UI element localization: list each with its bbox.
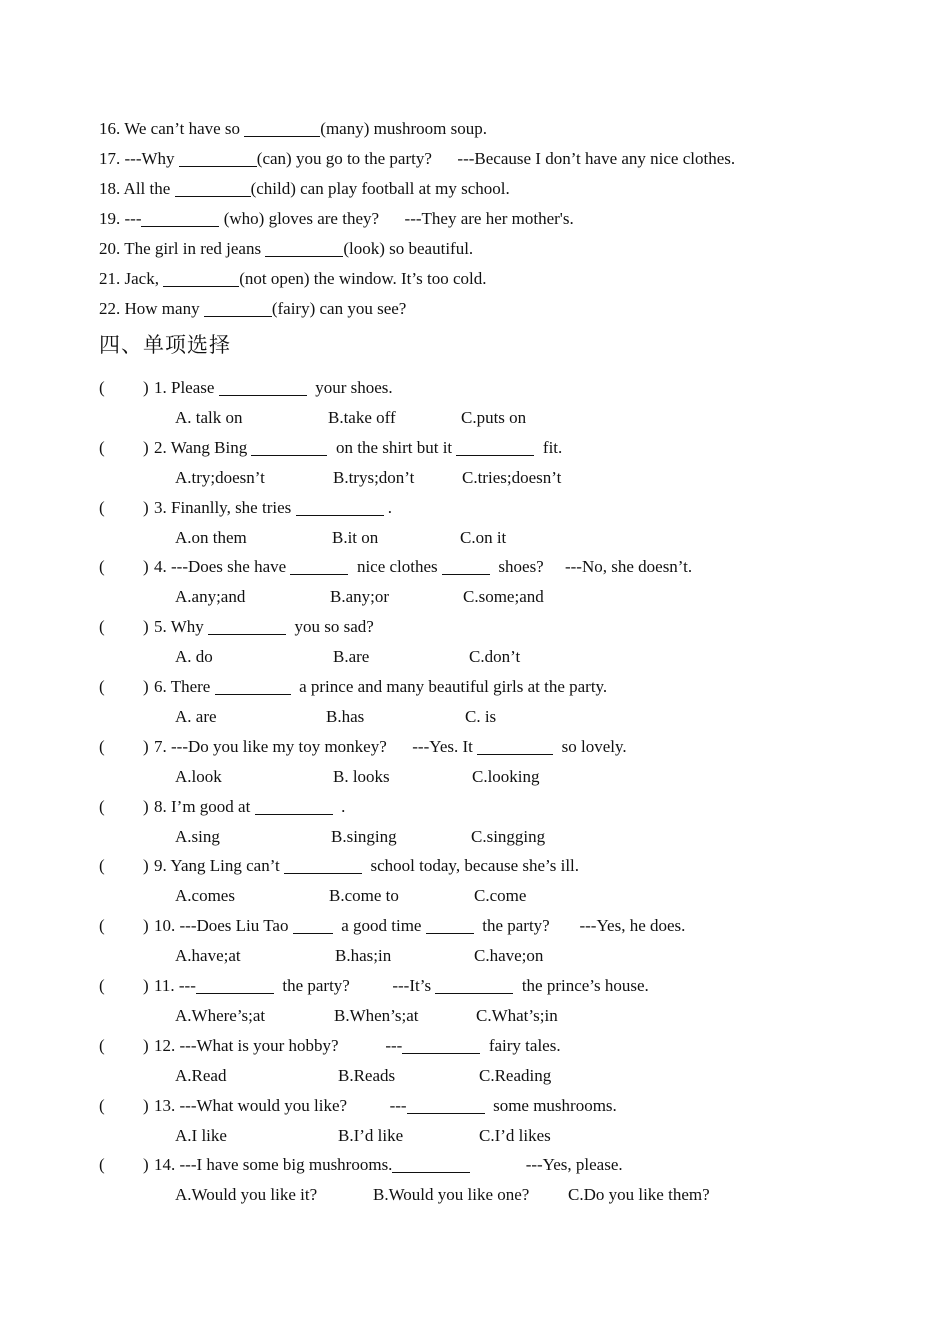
- question-text-part: 3. Finanlly, she tries: [154, 498, 296, 517]
- options-row: [0, 946, 950, 966]
- question-row: [0, 677, 950, 697]
- answer-option[interactable]: B.any;or: [330, 587, 390, 606]
- answer-paren-open[interactable]: (: [99, 916, 105, 935]
- fill-in-text: (not open) the window. It’s too cold.: [239, 269, 487, 288]
- answer-blank[interactable]: [392, 1156, 470, 1173]
- question-text-part: you so sad?: [290, 617, 374, 636]
- question-row: [0, 976, 950, 996]
- fill-in-text: 20. The girl in red jeans: [99, 239, 266, 258]
- fill-in-item: [99, 209, 574, 229]
- question-text-part: 10. ---Does Liu Tao: [154, 916, 293, 935]
- answer-option[interactable]: A.on them: [175, 528, 247, 547]
- options-row: [0, 886, 950, 906]
- answer-option[interactable]: C.I’d likes: [479, 1126, 551, 1145]
- answer-blank[interactable]: [456, 439, 534, 456]
- answer-option[interactable]: C.Do you like them?: [568, 1185, 710, 1204]
- answer-option[interactable]: A.I like: [175, 1126, 227, 1145]
- answer-option[interactable]: A.Would you like it?: [175, 1185, 318, 1204]
- options-row: [0, 1185, 950, 1205]
- answer-blank[interactable]: [215, 678, 291, 695]
- question-text-part: 13. ---What would you like? ---: [154, 1096, 407, 1115]
- answer-option[interactable]: C.don’t: [469, 647, 521, 666]
- answer-option[interactable]: C.Reading: [479, 1066, 552, 1085]
- answer-option[interactable]: A.Read: [175, 1066, 227, 1085]
- fill-in-text: 17. ---Why: [99, 149, 179, 168]
- answer-paren-open[interactable]: (: [99, 498, 105, 517]
- options-row: [0, 528, 950, 548]
- question-text: [154, 557, 692, 577]
- question-text: [154, 498, 392, 518]
- question-text-part: 12. ---What is your hobby? ---: [154, 1036, 403, 1055]
- answer-option[interactable]: B.has;in: [335, 946, 392, 965]
- options-row: [0, 767, 950, 787]
- question-text: [154, 1096, 617, 1116]
- fill-in-item: [99, 119, 487, 139]
- question-row: [0, 557, 950, 577]
- answer-option[interactable]: B.come to: [329, 886, 399, 905]
- question-text-part: a good time: [336, 916, 426, 935]
- answer-blank[interactable]: [163, 270, 239, 287]
- answer-paren-close: ): [143, 1155, 149, 1174]
- question-row: [0, 438, 950, 458]
- question-text: [154, 1155, 623, 1175]
- answer-option[interactable]: B.it on: [332, 528, 379, 547]
- answer-option[interactable]: A. are: [175, 707, 217, 726]
- answer-blank[interactable]: [179, 150, 257, 167]
- answer-paren-close: ): [143, 438, 149, 457]
- question-row: [0, 737, 950, 757]
- section-heading: 四、单项选择: [99, 333, 231, 357]
- fill-in-text: (who) gloves are they? ---They are her mother's.: [219, 209, 574, 228]
- question-text-part: fairy tales.: [484, 1036, 561, 1055]
- answer-option[interactable]: C.on it: [460, 528, 507, 547]
- options-row: [0, 647, 950, 667]
- question-text-part: so lovely.: [557, 737, 627, 756]
- question-text-part: fit.: [538, 438, 563, 457]
- question-row: [0, 797, 950, 817]
- question-text: [154, 438, 562, 458]
- question-text-part: the party? ---Yes, he does.: [477, 916, 686, 935]
- question-text: [154, 856, 579, 876]
- question-text-part: on the shirt but it: [331, 438, 457, 457]
- question-text-part: 4. ---Does she have: [154, 557, 291, 576]
- answer-option[interactable]: C.puts on: [461, 408, 527, 427]
- answer-option[interactable]: A. talk on: [175, 408, 243, 427]
- answer-option[interactable]: B.has: [326, 707, 365, 726]
- question-row: [0, 378, 950, 398]
- question-text-part: shoes? ---No, she doesn’t.: [494, 557, 693, 576]
- answer-blank[interactable]: [196, 977, 274, 994]
- answer-option[interactable]: C. is: [465, 707, 497, 726]
- answer-paren-open[interactable]: (: [99, 797, 105, 816]
- question-text: [154, 677, 607, 697]
- fill-in-item: [99, 149, 735, 169]
- answer-option[interactable]: B.take off: [328, 408, 396, 427]
- answer-option[interactable]: B.Reads: [338, 1066, 396, 1085]
- answer-blank[interactable]: [293, 917, 333, 934]
- answer-option[interactable]: A.try;doesn’t: [175, 468, 265, 487]
- options-row: [0, 468, 950, 488]
- answer-option[interactable]: B. looks: [333, 767, 390, 786]
- answer-option[interactable]: A.any;and: [175, 587, 246, 606]
- answer-paren-open[interactable]: (: [99, 1155, 105, 1174]
- fill-in-text: 19. ---: [99, 209, 142, 228]
- fill-in-text: 22. How many: [99, 299, 204, 318]
- answer-blank[interactable]: [477, 738, 553, 755]
- answer-option[interactable]: A. do: [175, 647, 213, 666]
- answer-blank[interactable]: [435, 977, 513, 994]
- options-row: [0, 408, 950, 428]
- question-text-part: 14. ---I have some big mushrooms.: [154, 1155, 393, 1174]
- options-row: [0, 1126, 950, 1146]
- answer-blank[interactable]: [219, 379, 307, 396]
- answer-option[interactable]: C.some;and: [463, 587, 544, 606]
- question-text-part: .: [336, 797, 346, 816]
- question-text: [154, 797, 345, 817]
- answer-paren-close: ): [143, 737, 149, 756]
- question-row: [0, 916, 950, 936]
- answer-option[interactable]: A.comes: [175, 886, 235, 905]
- question-text: [154, 916, 685, 936]
- answer-paren-close: ): [143, 617, 149, 636]
- answer-paren-close: ): [143, 916, 149, 935]
- options-row: [0, 587, 950, 607]
- question-row: [0, 617, 950, 637]
- fill-in-text: (child) can play football at my school.: [250, 179, 510, 198]
- answer-option[interactable]: C.singging: [471, 827, 546, 846]
- question-text-part: 5. Why: [154, 617, 208, 636]
- fill-in-text: (look) so beautiful.: [343, 239, 474, 258]
- answer-paren-open[interactable]: (: [99, 737, 105, 756]
- question-text-part: 6. There: [154, 677, 215, 696]
- answer-blank[interactable]: [141, 210, 219, 227]
- question-text: [154, 976, 649, 996]
- answer-option[interactable]: A.have;at: [175, 946, 241, 965]
- question-text-part: 2. Wang Bing: [154, 438, 252, 457]
- answer-paren-open[interactable]: (: [99, 438, 105, 457]
- fill-in-item: [99, 269, 486, 289]
- question-text-part: some mushrooms.: [488, 1096, 617, 1115]
- question-text: [154, 1036, 561, 1056]
- question-text: [154, 378, 393, 398]
- answer-paren-close: ): [143, 378, 149, 397]
- question-text-part: a prince and many beautiful girls at the party.: [294, 677, 608, 696]
- answer-paren-close: ): [143, 557, 149, 576]
- answer-option[interactable]: B.When’s;at: [334, 1006, 419, 1025]
- answer-blank[interactable]: [255, 798, 333, 815]
- question-text-part: 11. ---: [154, 976, 196, 995]
- question-row: [0, 498, 950, 518]
- question-text: [154, 737, 627, 757]
- answer-option[interactable]: C.have;on: [474, 946, 544, 965]
- answer-paren-open[interactable]: (: [99, 378, 105, 397]
- options-row: [0, 827, 950, 847]
- fill-in-item: [99, 239, 473, 259]
- options-row: [0, 1066, 950, 1086]
- question-text-part: ---Yes, please.: [474, 1155, 623, 1174]
- answer-blank[interactable]: [296, 499, 384, 516]
- question-text-part: .: [387, 498, 392, 517]
- fill-in-item: [99, 179, 510, 199]
- question-text-part: nice clothes: [352, 557, 442, 576]
- answer-paren-close: ): [143, 976, 149, 995]
- answer-blank[interactable]: [244, 120, 320, 137]
- answer-blank[interactable]: [251, 439, 327, 456]
- fill-in-item: [99, 299, 406, 319]
- answer-blank[interactable]: [426, 917, 474, 934]
- answer-option[interactable]: C.What’s;in: [476, 1006, 558, 1025]
- answer-option[interactable]: B.trys;don’t: [333, 468, 415, 487]
- fill-in-text: 16. We can’t have so: [99, 119, 245, 138]
- fill-in-text: (fairy) can you see?: [271, 299, 407, 318]
- answer-blank[interactable]: [290, 558, 348, 575]
- answer-option[interactable]: A.Where’s;at: [175, 1006, 266, 1025]
- fill-in-text: 21. Jack,: [99, 269, 164, 288]
- answer-paren-open[interactable]: (: [99, 617, 105, 636]
- answer-blank[interactable]: [407, 1097, 485, 1114]
- answer-option[interactable]: B.Would you like one?: [373, 1185, 530, 1204]
- fill-in-text: 18. All the: [99, 179, 175, 198]
- question-text-part: 1. Please: [154, 378, 219, 397]
- answer-paren-open[interactable]: (: [99, 557, 105, 576]
- answer-option[interactable]: C.tries;doesn’t: [462, 468, 562, 487]
- question-text-part: 8. I’m good at: [154, 797, 255, 816]
- question-text-part: the prince’s house.: [517, 976, 649, 995]
- question-row: [0, 1096, 950, 1116]
- answer-paren-close: ): [143, 498, 149, 517]
- fill-in-text: (many) mushroom soup.: [320, 119, 487, 138]
- answer-paren-close: ): [143, 1096, 149, 1115]
- answer-option[interactable]: C.looking: [472, 767, 540, 786]
- question-row: [0, 1155, 950, 1175]
- answer-option[interactable]: B.are: [333, 647, 370, 666]
- question-row: [0, 1036, 950, 1056]
- answer-paren-close: ): [143, 677, 149, 696]
- answer-blank[interactable]: [442, 558, 490, 575]
- answer-paren-open[interactable]: (: [99, 1096, 105, 1115]
- answer-paren-open[interactable]: (: [99, 856, 105, 875]
- answer-blank[interactable]: [265, 240, 343, 257]
- answer-option[interactable]: A.sing: [175, 827, 220, 846]
- question-text-part: school today, because she’s ill.: [366, 856, 580, 875]
- answer-paren-close: ): [143, 1036, 149, 1055]
- options-row: [0, 1006, 950, 1026]
- answer-option[interactable]: C.come: [474, 886, 527, 905]
- answer-option[interactable]: A.look: [175, 767, 222, 786]
- answer-paren-close: ): [143, 797, 149, 816]
- question-row: [0, 856, 950, 876]
- answer-blank[interactable]: [402, 1037, 480, 1054]
- answer-option[interactable]: B.I’d like: [338, 1126, 404, 1145]
- answer-paren-close: ): [143, 856, 149, 875]
- answer-blank[interactable]: [204, 300, 272, 317]
- question-text-part: 9. Yang Ling can’t: [154, 856, 285, 875]
- answer-option[interactable]: B.singing: [331, 827, 397, 846]
- options-row: [0, 707, 950, 727]
- question-text-part: 7. ---Do you like my toy monkey? ---Yes. It: [154, 737, 478, 756]
- answer-blank[interactable]: [208, 618, 286, 635]
- answer-blank[interactable]: [284, 857, 362, 874]
- answer-blank[interactable]: [175, 180, 251, 197]
- question-text-part: your shoes.: [310, 378, 393, 397]
- answer-paren-open[interactable]: (: [99, 976, 105, 995]
- answer-paren-open[interactable]: (: [99, 677, 105, 696]
- question-text-part: the party? ---It’s: [278, 976, 436, 995]
- fill-in-text: (can) you go to the party? ---Because I don’t have any nice clothes.: [256, 149, 736, 168]
- question-text: [154, 617, 374, 637]
- answer-paren-open[interactable]: (: [99, 1036, 105, 1055]
